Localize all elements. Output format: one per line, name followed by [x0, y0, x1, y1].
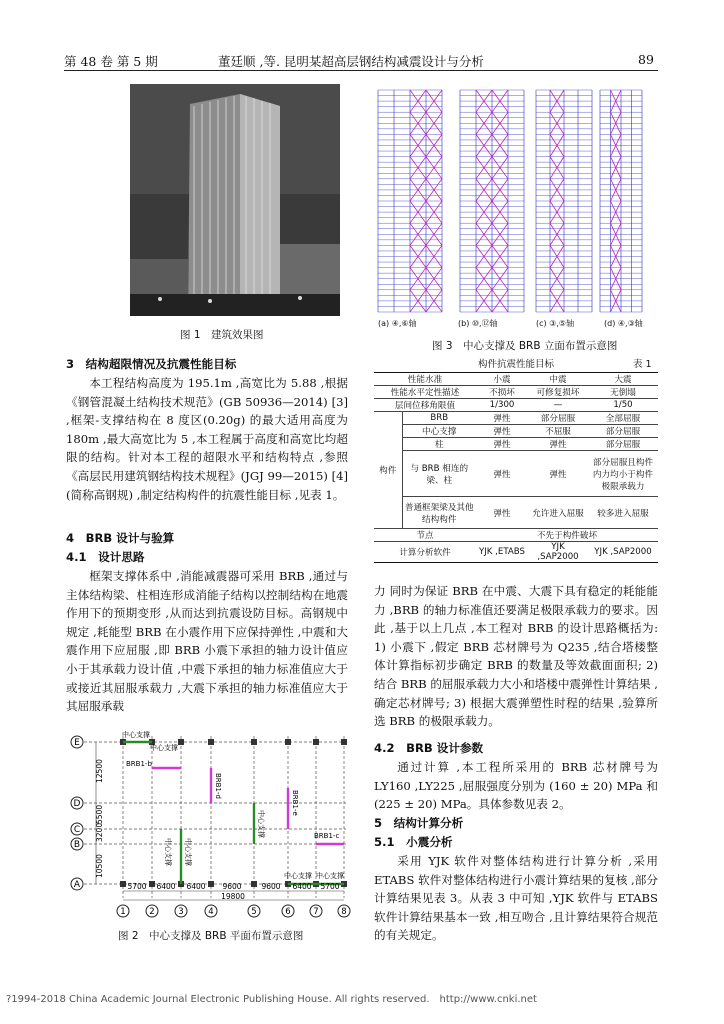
section3-paragraph — [66, 374, 348, 504]
col-axis-label: 1 — [120, 907, 126, 917]
col-dim: 5700 — [320, 882, 340, 891]
section5-1-heading: 5.1 小震分析 — [374, 835, 453, 849]
section4-2-text: 通过计算 ,本工程所采用的 BRB 芯材牌号为 LY160 ,LY225 ,屈服强度分别为 (160 ± 20) MPa 和 (225 ± 20) MPa。具体参数见表 2。 — [374, 760, 658, 812]
table-row — [374, 399, 658, 412]
col-axis-label: 8 — [341, 907, 347, 917]
row-dimensions — [95, 742, 104, 884]
col-axis-markers — [117, 905, 350, 917]
elevation-panel — [600, 90, 642, 312]
table-cell: BRB — [402, 412, 476, 425]
elevation-panel — [460, 90, 524, 312]
table-cell: 弹性 — [528, 438, 588, 451]
table-cell: 普通框架梁及其他结构构件 — [402, 497, 476, 529]
col-dim: 9600 — [222, 882, 242, 891]
center-braces — [123, 742, 344, 884]
table-cell: 1/50 — [588, 399, 658, 412]
brb-label: BRB1-c — [314, 832, 340, 840]
col-axis-label: 4 — [208, 907, 214, 917]
elevation-panel — [378, 90, 442, 312]
table-row — [374, 412, 658, 425]
col-axis-label: 2 — [149, 907, 155, 917]
table-cell: 不屈服 — [528, 425, 588, 438]
table-cell: 弹性 — [476, 451, 528, 497]
row-axis-label: A — [73, 880, 81, 890]
section3-heading: 3 结构超限情况及抗震性能目标 — [66, 357, 237, 371]
table-cell: 大震 — [588, 373, 658, 386]
figure2-caption: 图 2 中心支撑及 BRB 平面布置示意图 — [118, 930, 304, 942]
row-dim: 5500 — [95, 804, 104, 824]
table-cell: 1/300 — [476, 399, 528, 412]
center-brace-label: 中心支撑 — [122, 731, 150, 739]
table-row — [374, 497, 658, 529]
table-cell: YJK ,SAP2000 — [528, 542, 588, 563]
section4-heading: 4 BRB 设计与验算 — [66, 531, 175, 545]
table-row — [374, 425, 658, 438]
row-dim: 10500 — [95, 854, 104, 878]
table-row — [374, 542, 658, 563]
table-cell: 节点 — [374, 529, 476, 542]
table-row — [374, 386, 658, 399]
table-cell: 部分屈服且构件内力均小于构件极限承载力 — [588, 451, 658, 497]
row-axis-label: C — [73, 825, 81, 835]
row-dim: 3200 — [95, 822, 104, 842]
row-axis-label: B — [73, 840, 81, 850]
table-cell: 弹性 — [476, 497, 528, 529]
figure1-caption: 图 1 建筑效果图 — [180, 329, 264, 341]
copyright-footer: ?1994-2018 China Academic Journal Electronic Publishing House. All rights reserved. http://www.cnki.net — [6, 994, 537, 1005]
center-brace-label: 中心支撑 — [164, 838, 172, 866]
center-brace-label: 中心支撑 — [150, 744, 178, 752]
figure3-caption: 图 3 中心支撑及 BRB 立面布置示意图 — [432, 340, 618, 352]
plan-labels — [122, 730, 344, 880]
page-number: 89 — [638, 52, 654, 67]
col-axis-label: 3 — [178, 907, 184, 917]
table1-number: 表 1 — [633, 359, 652, 370]
brb-label: BRB1-d — [214, 773, 222, 799]
row-axis-label: E — [74, 738, 80, 748]
col-dim: 9600 — [261, 882, 281, 891]
center-brace-label: 中心支撑 — [284, 872, 312, 880]
table-cell: 部分屈服 — [588, 425, 658, 438]
col-dim: 6400 — [156, 882, 176, 891]
table-cell: 性能水准 — [374, 373, 476, 386]
elevation-panel — [536, 90, 592, 312]
table-cell: 允许进入屈服 — [528, 497, 588, 529]
section4-1-heading: 4.1 设计思路 — [66, 550, 145, 564]
table-group-cell: 构件 — [374, 412, 402, 529]
brb-elevation-figure — [374, 84, 664, 318]
row-dim: 12500 — [95, 759, 104, 783]
table-row — [374, 451, 658, 497]
col-dim: 6400 — [186, 882, 206, 891]
col-axis-label: 6 — [285, 907, 291, 917]
elevation-label-d: (d) ④,③轴 — [604, 319, 643, 328]
journal-volume: 第 48 卷 第 5 期 — [64, 54, 158, 69]
table1-title: 构件抗震性能目标 — [478, 359, 555, 370]
section4-2-heading: 4.2 BRB 设计参数 — [374, 741, 484, 755]
col-axis-label: 5 — [251, 907, 257, 917]
table-cell: — — [528, 399, 588, 412]
building-rendering-image — [130, 84, 340, 316]
section4-1-continued-text: 力 同时为保证 BRB 在中震、大震下具有稳定的耗能能力 ,BRB 的轴力标准值还要满足极限承载力的要求。因此 ,基于以上几点 ,本工程对 BRB 的设计思路概括为: 1) 小震下 ,假定 BRB 芯材牌号为 Q235 ,结合塔楼整体计算指标初步确定 BRB 的数量及等效截面面积; 2) 结合 BRB 的屈服承载力大小和塔楼中震弹性计算结果 ,确定芯材牌号; 3) 根据大震弹塑性时程的结果 ,验算所选 BRB 的极限承载力。 — [374, 584, 658, 729]
col-dim: 5700 — [127, 882, 147, 891]
table-cell: 可修复损坏 — [528, 386, 588, 399]
table-cell: 层间位移角限值 — [374, 399, 476, 412]
table-cell: 弹性 — [476, 425, 528, 438]
total-dim: 19800 — [221, 892, 245, 901]
center-brace-label: 中心支撑 — [316, 872, 344, 880]
section4-2-paragraph — [374, 758, 658, 814]
table-row — [374, 438, 658, 451]
table-cell: 全部屈服 — [588, 412, 658, 425]
table-cell: 部分屈服 — [528, 412, 588, 425]
section4-1-paragraph — [66, 567, 348, 716]
section3-text: 本工程结构高度为 195.1m ,高宽比为 5.88 ,根据《钢管混凝土结构技术规范》(GB 50936—2014) [3] ,框架-支撑结构在 8 度区(0.20g) 的最大适用高度为 180m ,最大高宽比为 5 ,本工程属于高度和高宽比均超限的结构。针对本工程的超限水平和结构特点 ,参照《高层民用建筑钢结构技术规程》(JGJ 99—2015) [4] (简称高钢规) ,制定结构构件的抗震性能目标 ,见表 1。 — [66, 376, 348, 502]
table-header-row — [374, 373, 658, 386]
building-illustration — [130, 84, 340, 316]
section4-1-continued — [374, 582, 658, 731]
table-cell: 与 BRB 相连的梁、柱 — [402, 451, 476, 497]
table-cell: 中震 — [528, 373, 588, 386]
table-cell: 计算分析软件 — [374, 542, 476, 563]
table-cell: YJK ,SAP2000 — [588, 542, 658, 563]
table-cell: 弹性 — [528, 451, 588, 497]
plan-layout-figure — [66, 728, 356, 920]
running-title: 董廷顺 ,等. 昆明某超高层钢结构减震设计与分析 — [218, 54, 484, 69]
table-cell: 较多进入屈服 — [588, 497, 658, 529]
table-cell: 性能水平定性描述 — [374, 386, 476, 399]
elevation-label-b: (b) ⑩,⑫轴 — [458, 319, 498, 328]
table-cell: 弹性 — [476, 412, 528, 425]
brb-label: BRB1-e — [291, 790, 299, 816]
elevation-label-a: (a) ④,⑥轴 — [378, 319, 417, 328]
table-cell: YJK ,ETABS — [476, 542, 528, 563]
table-cell: 小震 — [476, 373, 528, 386]
table-cell: 柱 — [402, 438, 476, 451]
col-axis-label: 7 — [313, 907, 319, 917]
table-cell: 弹性 — [476, 438, 528, 451]
performance-target-table — [374, 372, 658, 563]
table-cell: 不损坏 — [476, 386, 528, 399]
center-brace-label: 中心支撑 — [184, 838, 192, 866]
column-dimensions — [123, 882, 344, 901]
section5-1-text: 采用 YJK 软件对整体结构进行计算分析 ,采用 ETABS 软件对整体结构进行小震计算结果的复核 ,部分计算结果见表 3。从表 3 中可知 ,YJK 软件与 ETABS 软件计算结果基本一致 ,相互吻合 ,且计算结果符合规范的有关规定。 — [374, 854, 658, 943]
col-dim: 6400 — [292, 882, 312, 891]
table-cell: 无倒塌 — [588, 386, 658, 399]
brb-label: BRB1-b — [126, 760, 152, 768]
column-points — [120, 739, 347, 887]
header-rule — [64, 70, 658, 71]
row-axis-label: D — [73, 799, 81, 809]
section5-heading: 5 结构计算分析 — [374, 816, 464, 830]
section4-1-text: 框架支撑体系中 ,消能减震器可采用 BRB ,通过与主体结构梁、柱相连形成消能子结构以控制结构在地震作用下的预期变形 ,从而达到抗震设防目标。高钢规中规定 ,耗能型 BRB 在小震作用下应保持弹性 ,中震和大震作用下应屈服 ,即 BRB 小震下承担的轴力设计值应小于其承载力设计值 ,中震下承担的轴力标准值应大于或接近其屈服承载力 ,大震下承担的轴力标准值应大于其屈服承载 — [66, 569, 348, 714]
elevation-label-c: (c) ③,⑤轴 — [536, 319, 575, 328]
center-brace-label: 中心支撑 — [257, 810, 265, 838]
table-cell: 部分屈服 — [588, 438, 658, 451]
table-cell: 不先于构件破坏 — [476, 529, 658, 542]
table-row — [374, 529, 658, 542]
row-axis-markers — [71, 736, 83, 890]
table-cell: 中心支撑 — [402, 425, 476, 438]
section5-1-paragraph — [374, 852, 658, 945]
